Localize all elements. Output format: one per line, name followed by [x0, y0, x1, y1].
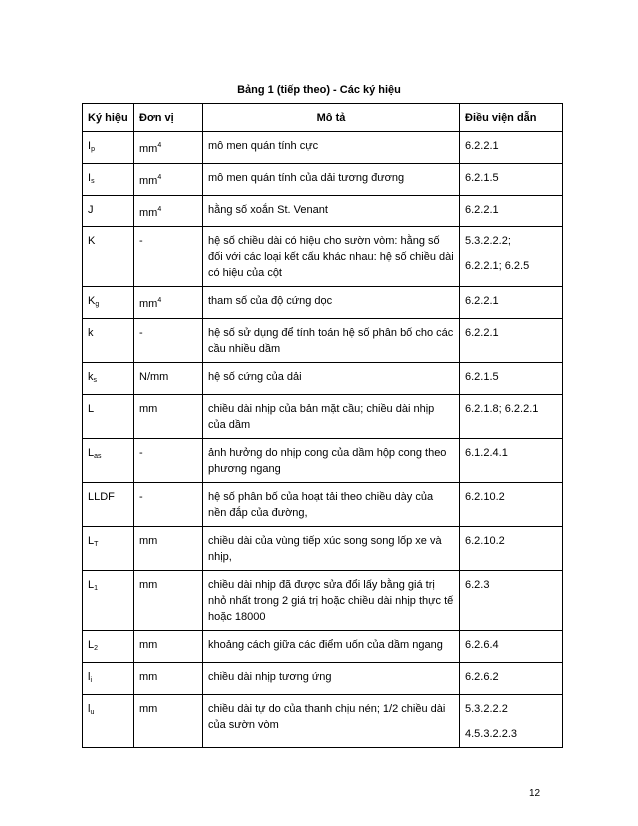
reference-text: 6.2.2.1	[465, 140, 499, 152]
table-row	[83, 395, 563, 439]
table-row	[83, 319, 563, 363]
description-cell: tham số của độ cứng dọc	[203, 287, 460, 319]
reference-cell	[460, 631, 563, 663]
unit-cell	[134, 439, 203, 483]
reference-text: 6.1.2.4.1	[465, 447, 508, 459]
reference-cell	[460, 287, 563, 319]
reference-cell	[460, 527, 563, 571]
symbol-cell	[83, 631, 134, 663]
unit-text: mm	[139, 671, 158, 683]
symbol-text: J	[88, 204, 94, 216]
reference-text: 5.3.2.2.2;	[465, 235, 511, 247]
unit-cell	[134, 395, 203, 439]
symbol-subscript: s	[93, 377, 97, 384]
unit-superscript: 4	[157, 297, 162, 304]
reference-cell	[460, 695, 563, 748]
unit-text: mm	[139, 143, 158, 155]
description-cell: hệ số cứng của dải	[203, 363, 460, 395]
description-cell: hằng số xoắn St. Venant	[203, 196, 460, 227]
symbol-text: I	[88, 172, 92, 184]
symbol-cell	[83, 227, 134, 287]
reference-text: 6.2.1.8; 6.2.2.1	[465, 403, 539, 415]
unit-cell	[134, 319, 203, 363]
reference-text: 4.5.3.2.2.3	[465, 728, 517, 740]
reference-text: 6.2.1.5	[465, 172, 499, 184]
unit-text: -	[139, 491, 143, 503]
unit-text: -	[139, 447, 143, 459]
reference-text: 6.2.2.1	[465, 204, 499, 216]
reference-text: 6.2.10.2	[465, 491, 505, 503]
reference-text: 6.2.1.5	[465, 371, 499, 383]
unit-cell	[134, 695, 203, 748]
symbol-cell	[83, 695, 134, 748]
unit-cell	[134, 287, 203, 319]
table-row	[83, 196, 563, 227]
symbols-table	[82, 103, 563, 748]
unit-cell	[134, 164, 203, 196]
table-row	[83, 439, 563, 483]
unit-text: mm	[139, 535, 158, 547]
table-body	[83, 132, 563, 748]
table-row	[83, 164, 563, 196]
reference-text: 6.2.2.1	[465, 327, 499, 339]
symbol-text: L	[88, 535, 95, 547]
symbol-text: k	[88, 327, 94, 339]
unit-cell	[134, 363, 203, 395]
symbol-cell	[83, 571, 134, 631]
unit-text: mm	[139, 703, 158, 715]
reference-cell	[460, 571, 563, 631]
table-row	[83, 227, 563, 287]
unit-text: mm	[139, 403, 158, 415]
description-cell: mô men quán tính cực	[203, 132, 460, 164]
description-cell: chiều dài nhịp của bản mặt cầu; chiều dài nhịp của dầm	[203, 395, 460, 439]
symbol-subscript: i	[90, 677, 93, 684]
unit-cell	[134, 196, 203, 227]
description-cell: chiều dài nhịp đã được sửa đổi lấy bằng giá trị nhỏ nhất trong 2 giá trị hoặc chiều dài nhịp thực tế hoặc 18000	[203, 571, 460, 631]
unit-cell	[134, 227, 203, 287]
reference-cell	[460, 196, 563, 227]
symbol-text: k	[88, 371, 94, 383]
symbol-cell	[83, 439, 134, 483]
unit-text: N/mm	[139, 371, 169, 383]
table-row	[83, 631, 563, 663]
table-row	[83, 527, 563, 571]
reference-cell	[460, 439, 563, 483]
reference-cell	[460, 363, 563, 395]
unit-cell	[134, 527, 203, 571]
unit-text: mm	[139, 207, 158, 219]
table-header-row	[83, 104, 563, 132]
description-cell: hệ số sử dụng để tính toán hệ số phân bố cho các cầu nhiều dầm	[203, 319, 460, 363]
symbol-cell	[83, 164, 134, 196]
symbol-subscript: T	[94, 541, 99, 548]
reference-text: 5.3.2.2.2	[465, 703, 508, 715]
description-cell: chiều dài của vùng tiếp xúc song song lốp xe và nhịp,	[203, 527, 460, 571]
description-cell: khoảng cách giữa các điểm uốn của dầm ngang	[203, 631, 460, 663]
symbol-subscript: 2	[94, 645, 99, 652]
symbol-text: LLDF	[88, 491, 115, 503]
reference-cell	[460, 483, 563, 527]
header-reference: Điều viện dẫn	[460, 104, 563, 132]
description-cell: chiều dài tự do của thanh chịu nén; 1/2 chiều dài của sườn vòm	[203, 695, 460, 748]
unit-text: -	[139, 235, 143, 247]
symbol-cell	[83, 287, 134, 319]
unit-superscript: 4	[157, 174, 162, 181]
symbol-cell	[83, 483, 134, 527]
unit-superscript: 4	[157, 206, 162, 213]
table-row	[83, 483, 563, 527]
unit-cell	[134, 483, 203, 527]
description-cell: chiều dài nhịp tương ứng	[203, 663, 460, 695]
unit-cell	[134, 663, 203, 695]
symbol-cell	[83, 527, 134, 571]
reference-text: 6.2.3	[465, 579, 490, 591]
symbol-cell	[83, 395, 134, 439]
unit-text: mm	[139, 298, 158, 310]
symbol-text: L	[88, 579, 95, 591]
header-symbol: Ký hiệu	[83, 104, 134, 132]
reference-cell	[460, 319, 563, 363]
symbol-cell	[83, 196, 134, 227]
symbol-text: L	[88, 447, 95, 459]
table-row	[83, 287, 563, 319]
table-caption: Bảng 1 (tiếp theo) - Các ký hiệu	[237, 84, 401, 96]
reference-cell	[460, 227, 563, 287]
unit-text: -	[139, 327, 143, 339]
symbol-subscript: g	[95, 301, 100, 308]
description-cell: hệ số chiều dài có hiệu cho sườn vòm: hằng số đối với các loại kết cấu khác nhau: hệ số chiều dài có hiệu của cột	[203, 227, 460, 287]
reference-text: 6.2.2.1	[465, 295, 499, 307]
reference-text: 6.2.2.1; 6.2.5	[465, 260, 530, 272]
symbol-cell	[83, 132, 134, 164]
symbol-text: l	[88, 671, 91, 683]
table-row	[83, 695, 563, 748]
description-cell: ảnh hưởng do nhịp cong của dầm hộp cong theo phương ngang	[203, 439, 460, 483]
symbol-subscript: 1	[94, 585, 99, 592]
symbol-cell	[83, 319, 134, 363]
symbol-subscript: s	[91, 178, 95, 185]
symbol-text: L	[88, 639, 95, 651]
header-unit: Đơn vị	[134, 104, 203, 132]
reference-text: 6.2.10.2	[465, 535, 505, 547]
description-cell: hệ số phân bố của hoạt tải theo chiều dày của nền đắp của đường,	[203, 483, 460, 527]
table-row	[83, 663, 563, 695]
header-description: Mô tả	[203, 104, 460, 132]
reference-cell	[460, 164, 563, 196]
reference-cell	[460, 663, 563, 695]
reference-text: 6.2.6.2	[465, 671, 499, 683]
unit-text: mm	[139, 639, 158, 651]
table-row	[83, 363, 563, 395]
reference-cell	[460, 395, 563, 439]
table-row	[83, 571, 563, 631]
symbol-text: K	[88, 295, 96, 307]
reference-text: 6.2.6.4	[465, 639, 499, 651]
symbol-cell	[83, 363, 134, 395]
unit-cell	[134, 132, 203, 164]
symbol-text: l	[88, 703, 91, 715]
symbol-text: I	[88, 140, 92, 152]
symbol-text: K	[88, 235, 96, 247]
reference-cell	[460, 132, 563, 164]
symbol-cell	[83, 663, 134, 695]
unit-text: mm	[139, 579, 158, 591]
unit-cell	[134, 571, 203, 631]
table-row	[83, 132, 563, 164]
symbol-subscript: u	[90, 709, 95, 716]
symbol-subscript: p	[91, 146, 95, 153]
unit-cell	[134, 631, 203, 663]
symbol-subscript: as	[94, 453, 102, 460]
unit-text: mm	[139, 175, 158, 187]
symbol-text: L	[88, 403, 95, 415]
page-number: 12	[529, 788, 541, 799]
unit-superscript: 4	[157, 142, 162, 149]
description-cell: mô men quán tính của dải tương đương	[203, 164, 460, 196]
